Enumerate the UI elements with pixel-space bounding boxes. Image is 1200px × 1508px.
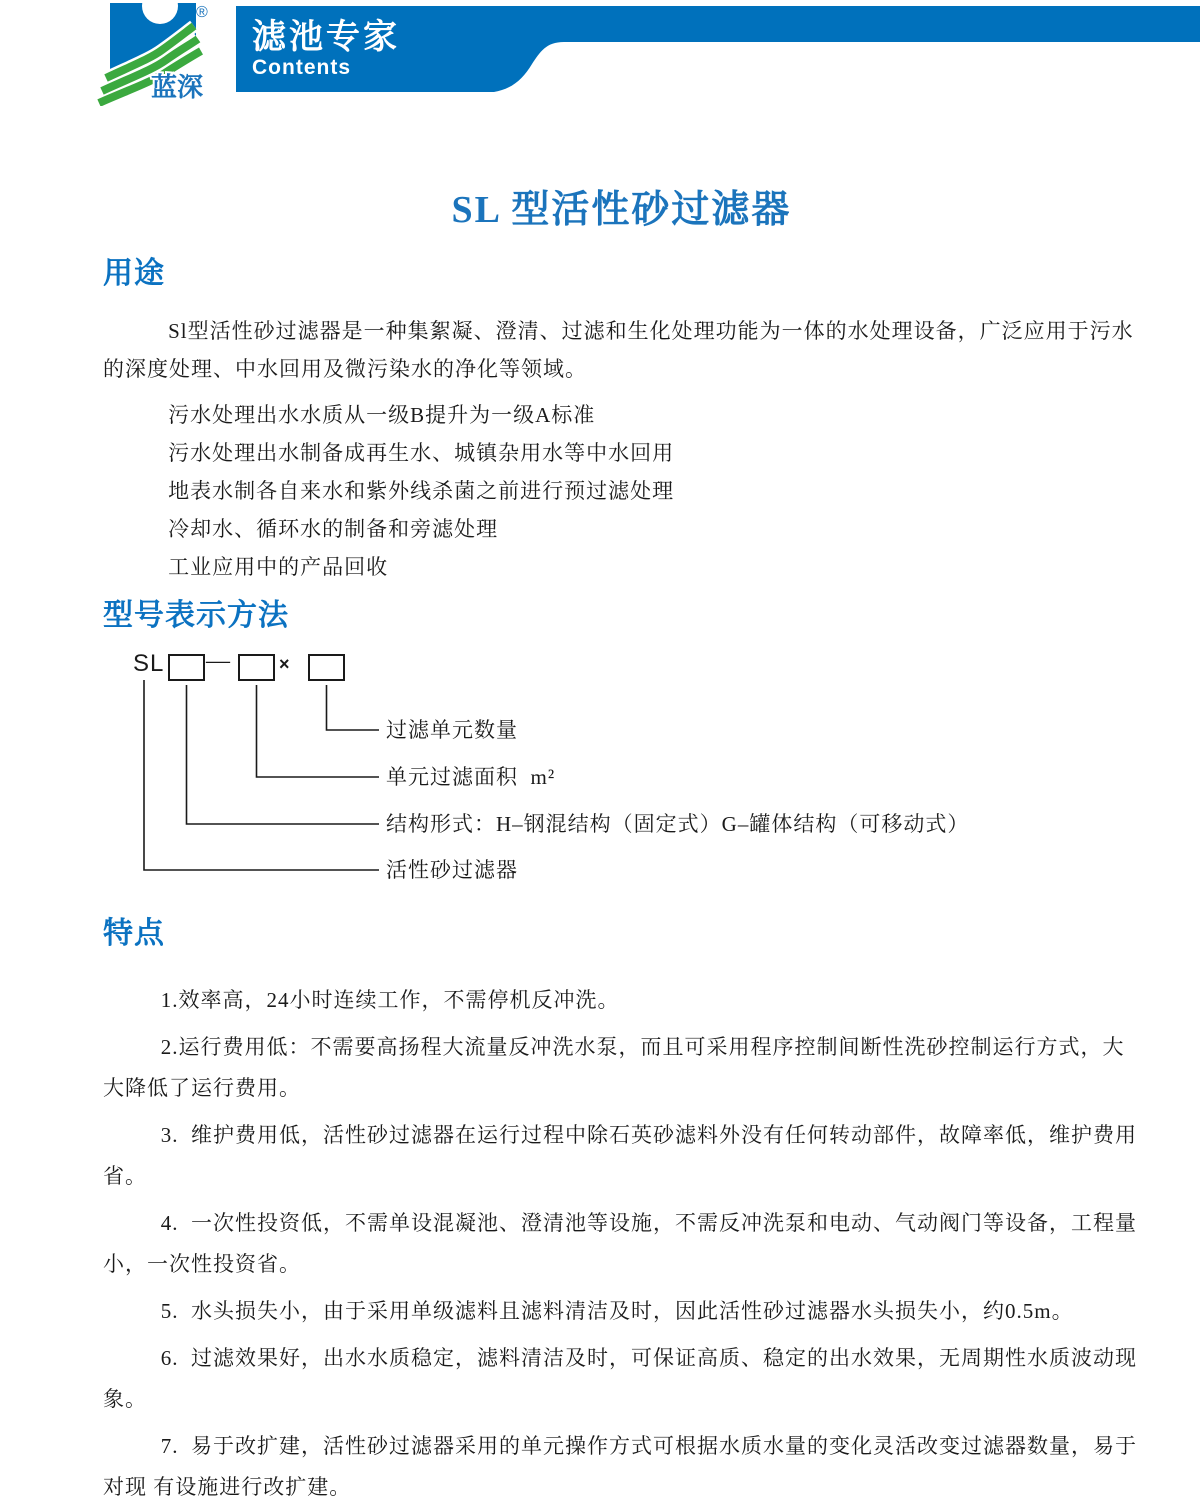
feature-item: 2.运行费用低：不需要高扬程大流量反冲洗水泵，而且可采用程序控制间断性洗砂控制运行方式，大大降低了运行费用。	[103, 1035, 1125, 1100]
banner-text-block	[252, 18, 400, 80]
model-prefix: SL	[133, 650, 165, 677]
model-connector-lines-icon	[103, 640, 403, 890]
lanshen-logo	[96, 0, 214, 106]
model-label-structure: 结构形式：H–钢混结构（固定式）G–罐体结构（可移动式）	[386, 812, 970, 836]
usage-intro-paragraph: Sl型活性砂过滤器是一种集絮凝、澄清、过滤和生化处理功能为一体的水处理设备，广泛应用于污水的深度处理、中水回用及微污染水的净化等领域。	[103, 319, 1134, 381]
registered-mark: ®	[196, 4, 208, 21]
feature-item: 7. 易于改扩建，活性砂过滤器采用的单元操作方式可根据水质水量的变化灵活改变过滤器数量，易于对现 有设施进行改扩建。	[103, 1434, 1137, 1499]
model-section-heading: 型号表示方法	[103, 599, 289, 632]
usage-item: 污水处理出水制备成再生水、城镇杂用水等中水回用	[168, 441, 675, 465]
model-label-unit-count: 过滤单元数量	[386, 718, 518, 742]
usage-list	[103, 396, 1140, 586]
model-times: ×	[279, 654, 290, 674]
banner-subtitle: Contents	[252, 56, 351, 79]
usage-item: 污水处理出水水质从一级B提升为一级A标准	[168, 403, 596, 427]
usage-item: 冷却水、循环水的制备和旁滤处理	[168, 517, 499, 541]
features-section-heading: 特点	[103, 917, 165, 950]
model-label-unit-area: 单元过滤面积 m²	[386, 765, 556, 789]
model-label-filter-name: 活性砂过滤器	[386, 858, 518, 882]
model-designation-diagram	[103, 640, 1140, 890]
feature-item: 5. 水头损失小，由于采用单级滤料且滤料清洁及时，因此活性砂过滤器水头损失小，约0.5m。	[160, 1299, 1074, 1323]
page-header	[0, 0, 1200, 104]
page-title: SL 型活性砂过滤器	[451, 189, 792, 231]
usage-item: 地表水制各自来水和紫外线杀菌之前进行预过滤处理	[168, 479, 675, 503]
banner-title: 滤池专家	[252, 18, 400, 56]
usage-section-heading: 用途	[103, 257, 165, 290]
feature-item: 1.效率高，24小时连续工作，不需停机反冲洗。	[160, 988, 620, 1012]
logo-wordmark: 蓝深	[151, 72, 204, 102]
feature-list	[103, 980, 1140, 1508]
usage-item: 工业应用中的产品回收	[168, 555, 389, 579]
feature-item: 6. 过滤效果好，出水水质稳定，滤料清洁及时，可保证高质、稳定的出水效果，无周期性水质波动现象。	[103, 1346, 1137, 1411]
page-body	[0, 104, 1200, 1508]
feature-item: 4. 一次性投资低，不需单设混凝池、澄清池等设施，不需反冲洗泵和电动、气动阀门等设备，工程量小，一次性投资省。	[103, 1211, 1137, 1276]
feature-item: 3. 维护费用低，活性砂过滤器在运行过程中除石英砂滤料外没有任何转动部件，故障率低，维护费用省。	[103, 1123, 1137, 1188]
model-dash: —	[206, 648, 230, 674]
